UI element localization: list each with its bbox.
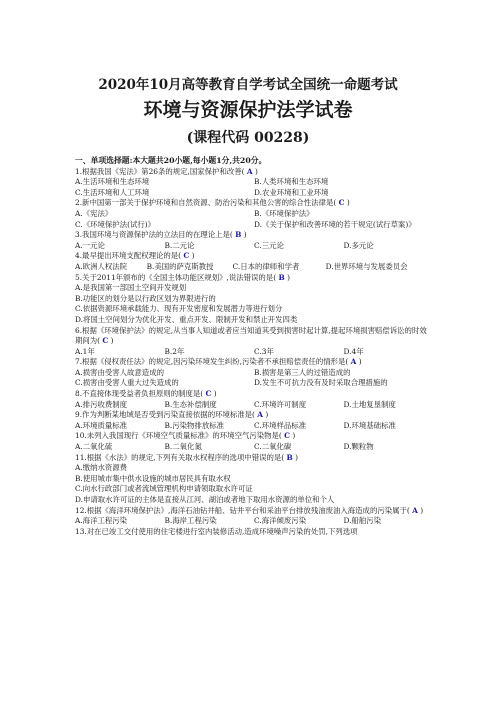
options <box>75 368 433 379</box>
options <box>75 262 433 273</box>
option: B.2年 <box>164 346 185 356</box>
option: A.是我国第一部国土空间开发规划 <box>75 283 187 293</box>
option: C.二氧化碳 <box>254 442 292 452</box>
option: C.海洋倾废污染 <box>254 516 307 526</box>
question-1: 1.根据我国《宪法》第26条的规定,国家保护和改善( A ) <box>75 166 258 176</box>
options <box>75 400 433 411</box>
question-12: 12.根据《海洋环境保护法》,海洋石油钻井船、钻井平台和采油平台排放残油废油入海造成的污染属于( A ) <box>75 505 424 515</box>
question-9: 9.作为判断某地域是否受到污染直接依据的环境标准是( A ) <box>75 410 269 420</box>
option: B.人类环境和生态环境 <box>254 177 329 187</box>
option: A.二氧化硫 <box>75 442 113 452</box>
option: B.二元论 <box>164 240 195 250</box>
question-body <box>75 156 433 537</box>
options <box>75 220 433 231</box>
question-10: 10.未列入我国现行《环境空气质量标准》的环境空气污染物是( C ) <box>75 431 296 441</box>
option: D.发生不可抗力没有及时采取合理措施的 <box>254 378 388 388</box>
exam-title: 2020年10月高等教育自学考试全国统一命题考试 <box>98 77 398 93</box>
option: A.生活环境和生态环境 <box>75 177 150 187</box>
question-4: 4.最早提出环境支配权理论的是( C ) <box>75 251 195 261</box>
option: B.《环境保护法》 <box>254 208 314 218</box>
option: C.环境样品标准 <box>254 420 307 430</box>
options <box>75 421 433 432</box>
answer: B <box>286 452 293 462</box>
option: D.4年 <box>343 346 364 356</box>
answer: C <box>284 431 291 441</box>
option: B.二氧化氮 <box>164 442 202 452</box>
option: D.船舶污染 <box>343 516 382 526</box>
option: C.依据资源环境承载能力、现有开发密度和发展潜力等进行划分 <box>75 304 283 314</box>
option: D.颗粒物 <box>343 442 374 452</box>
answer: A <box>412 505 418 515</box>
option: B.污染物排放标准 <box>164 420 225 430</box>
answer: A <box>246 166 253 176</box>
question-8: 8.不直接体现受益者负担原则的制度是( C ) <box>75 389 217 399</box>
answer: B <box>235 230 242 240</box>
question-6: 6.根据《环境保护法》的规定,从当事人知道或者应当知道其受到损害时起计算,提起环境损害赔偿诉讼的时效期间为( C ) <box>75 325 427 346</box>
option: D.多元论 <box>343 240 374 250</box>
option: A.损害由受害人故意造成的 <box>75 367 164 377</box>
answer: C <box>102 336 109 346</box>
option: B.使用城市集中供水设施的城市居民具有取水权 <box>75 473 231 483</box>
option: B.生态补偿制度 <box>164 399 217 409</box>
option: C.日本的律师和学者 <box>232 261 300 271</box>
options <box>75 442 433 453</box>
options <box>75 378 433 389</box>
options <box>75 347 433 358</box>
option: B.海岸工程污染 <box>164 516 217 526</box>
option: D.农业环境和工业环境 <box>254 187 329 197</box>
options <box>75 516 433 527</box>
question-7: 7.根据《侵权责任法》的规定,因污染环境发生纠纷,污染者不承担赔偿责任的情形是( A ) <box>75 357 362 367</box>
option: A.缴纳水资源费 <box>75 463 128 473</box>
option: A.欧洲人权法院 <box>75 261 128 271</box>
option: B.美国的萨克斯教授 <box>146 261 214 271</box>
option: C.向水行政部门或者流域管理机构申请领取取水许可证 <box>75 484 253 494</box>
option: D.申请取水许可证的主体是直接从江河、湖泊或者地下取用水资源的单位和个人 <box>75 495 335 504</box>
option: A.海洋工程污染 <box>75 516 128 526</box>
answer: C <box>205 389 212 399</box>
subject-title: 环境与资源保护法学试卷 <box>143 99 353 121</box>
option: D.土地复垦制度 <box>343 399 396 409</box>
option: C.损害由受害人重大过失造成的 <box>75 378 179 388</box>
option: C.3年 <box>254 346 274 356</box>
option: A.环境质量标准 <box>75 420 128 430</box>
option: B.损害是第三人的过错造成的 <box>254 367 351 377</box>
option: A.1年 <box>75 346 95 356</box>
option: A.《宪法》 <box>75 208 113 218</box>
answer: A <box>350 357 357 367</box>
question-11: 11.根据《水法》的规定,下列有关取水权程序的选项中错误的是( B ) <box>75 452 299 462</box>
answer: C <box>183 251 190 261</box>
option: A.一元论 <box>75 240 105 250</box>
option: D.环境基础标准 <box>343 420 396 430</box>
option: D.世界环境与发展委员会 <box>325 261 408 271</box>
question-5: 5.关于2011年颁布的《全国主体功能区规划》,说法错误的是( B ) <box>75 272 290 282</box>
options <box>75 241 433 252</box>
option: B.功能区的划分是以行政区划为界限进行的 <box>75 293 216 303</box>
question-2: 2.新中国第一部关于保护环境和自然资源、防治污染和其他公害的综合性法律是( C ) <box>75 198 350 208</box>
option: A.排污收费制度 <box>75 399 128 409</box>
option: D.将国土空间划分为优化开发、重点开发、限制开发和禁止开发四类 <box>75 314 298 324</box>
option: C.三元论 <box>254 240 284 250</box>
option: C.《环境保护法(试行)》 <box>75 219 156 229</box>
option: D.《关于保护和改善环境的若干规定(试行草案)》 <box>254 219 416 229</box>
answer: B <box>278 272 285 282</box>
options <box>75 209 433 220</box>
answer: A <box>257 410 264 420</box>
answer: C <box>338 198 345 208</box>
options <box>75 188 433 199</box>
options <box>75 177 433 188</box>
option: C.生活环境和人工环境 <box>75 187 150 197</box>
question-3: 3.我国环境与资源保护法的立法目的在理论上是( B ) <box>75 230 247 240</box>
question-13: 13.对在已竣工交付使用的住宅楼进行室内装修活动,造成环境噪声污染的处罚,下列选项 <box>75 526 358 536</box>
option: C.环境许可制度 <box>254 399 307 409</box>
course-code: (课程代码 00228) <box>186 130 310 146</box>
section-heading: 一、单项选择题:本大题共20小题,每小题1分,共20分。 <box>75 156 267 165</box>
